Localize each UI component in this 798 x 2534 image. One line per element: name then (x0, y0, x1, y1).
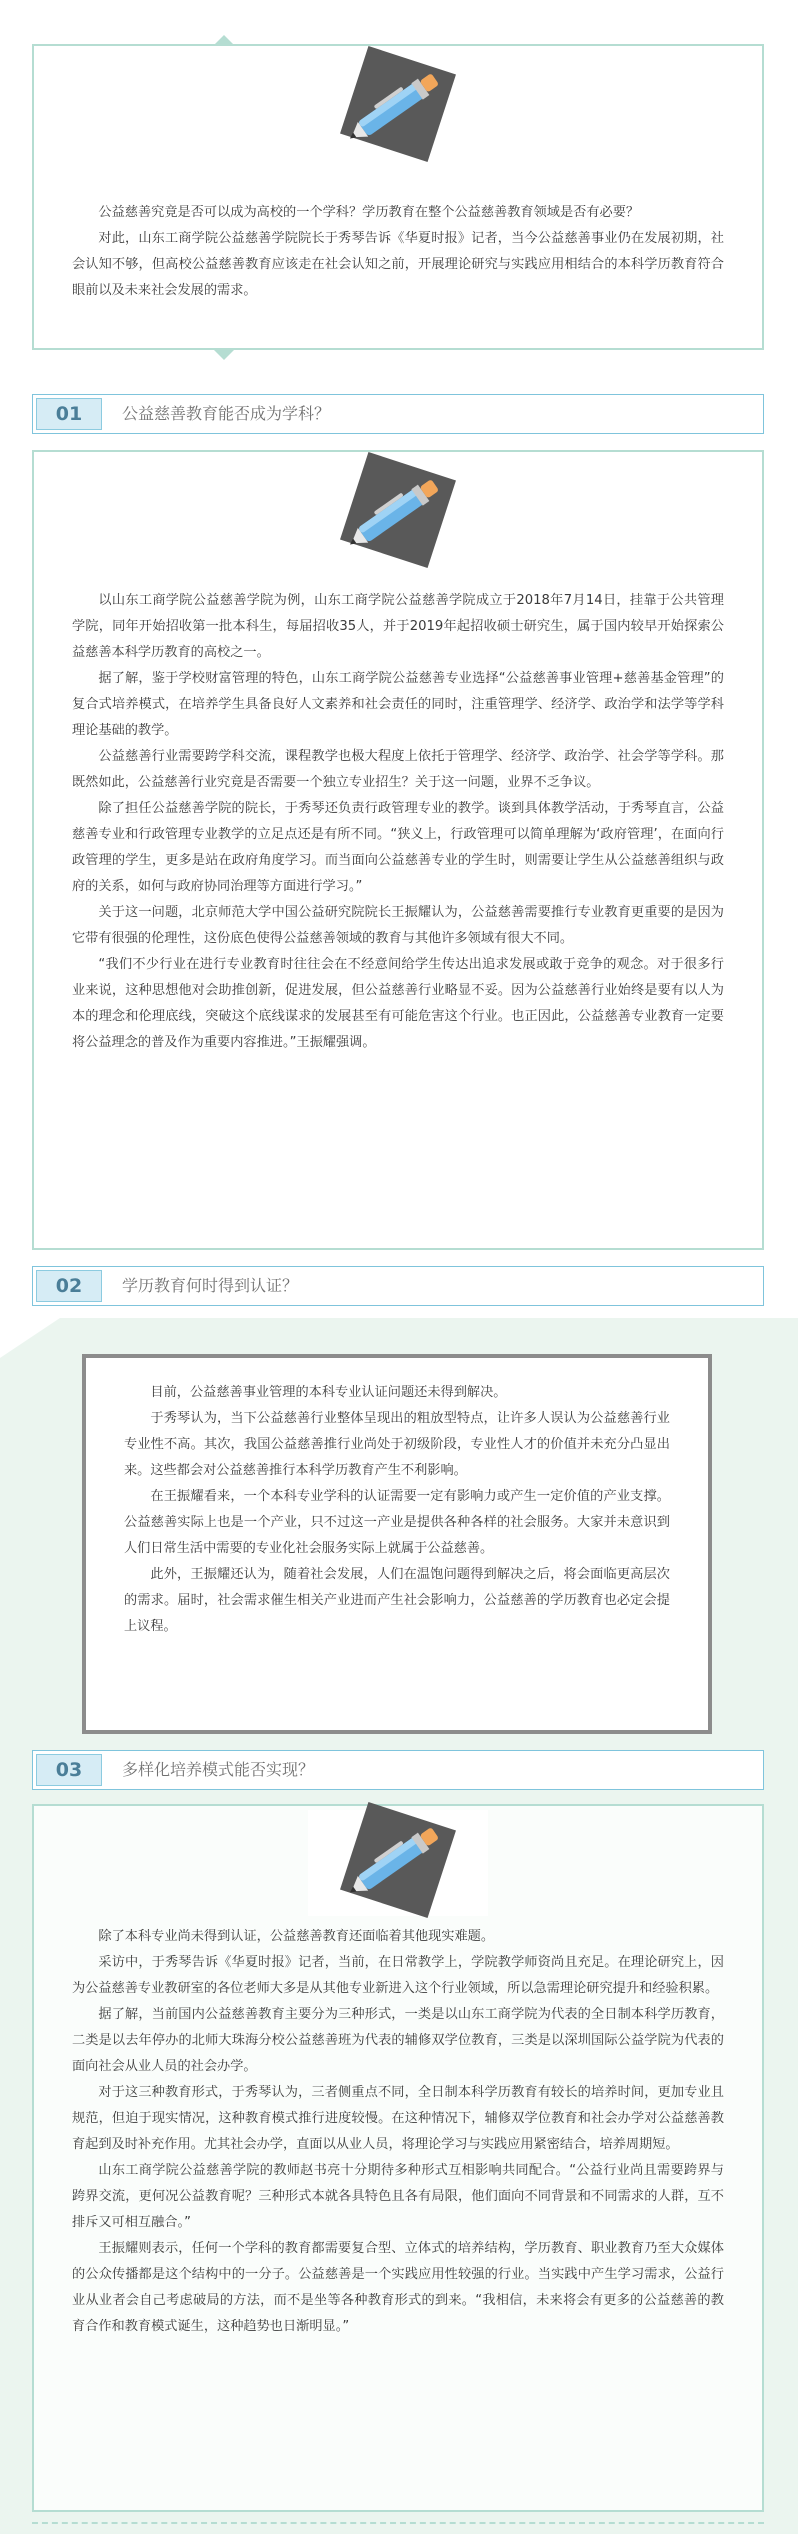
intro-notch-top (214, 35, 234, 45)
pen-image (338, 460, 458, 570)
intro-notch-bottom (214, 350, 234, 360)
body-paragraph: “我们不少行业在进行专业教育时往往会在不经意间给学生传达出追求发展或敢于竞争的观念。对于很多行业来说，这种思想他对会助推创新，促进发展，但公益慈善行业略显不妥。因为公益慈善行业始终是要有以人为本的理念和伦理底线，突破这个底线谋求的发展甚至有可能危害这个行业。也正因此，公益慈善专业教育一定要将公益理念的普及作为重要内容推进。”王振耀强调。 (72, 957, 724, 1050)
section-03-box (32, 1804, 764, 2512)
body-paragraph: 在王振耀看来，一个本科专业学科的认证需要一定有影响力或产生一定价值的产业支撑。公益慈善实际上也是一个产业，只不过这一产业是提供各种各样的社会服务。大家并未意识到人们日常生活中需要的专业化社会服务实际上就属于公益慈善。 (124, 1489, 670, 1556)
section-01-header (32, 386, 764, 440)
body-paragraph: 对于这三种教育形式，于秀琴认为，三者侧重点不同，全日制本科学历教育有较长的培养时间，更加专业且规范，但迫于现实情况，这种教育模式推行进度较慢。在这种情况下，辅修双学位教育和社会办学对公益慈善教育起到及时补充作用。尤其社会办学，直面以从业人员，将理论学习与实践应用紧密结合，培养周期短。 (72, 2085, 724, 2152)
body-paragraph: 除了本科专业尚未得到认证，公益慈善教育还面临着其他现实难题。 (98, 1929, 495, 1944)
intro-paragraph: 对此，山东工商学院公益慈善学院院长于秀琴告诉《华夏时报》记者，当今公益慈善事业仍在发展初期，社会认知不够，但高校公益慈善教育应该走在社会认知之前，开展理论研究与实践应用相结合的本科学历教育符合眼前以及未来社会发展的需求。 (72, 231, 724, 298)
body-paragraph: 此外，王振耀还认为，随着社会发展，人们在温饱问题得到解决之后，将会面临更高层次的需求。届时，社会需求催生相关产业进而产生社会影响力，公益慈善的学历教育也必定会提上议程。 (124, 1567, 670, 1634)
section-title: 多样化培养模式能否实现？ (122, 1760, 315, 1779)
body-paragraph: 除了担任公益慈善学院的院长，于秀琴还负责行政管理专业的教学。谈到具体教学活动，于秀琴直言，公益慈善专业和行政管理专业教学的立足点还是有所不同。“狭义上，行政管理可以简单理解为‘政府管理’，在面向行政管理的学生，更多是站在政府角度学习。而当面向公益慈善专业的学生时，则需要让学生从公益慈善组织与政府的关系，如何与政府协同治理等方面进行学习。” (72, 801, 724, 894)
section-number: 02 (36, 1270, 102, 1302)
body-paragraph: 山东工商学院公益慈善学院的教师赵书亮十分期待多种形式互相影响共同配合。“公益行业尚且需要跨界与跨界交流，更何况公益教育呢？三种形式本就各具特色且各有局限，他们面向不同背景和不同需求的人群，互不排斥又可相互融合。” (72, 2163, 724, 2230)
body-paragraph: 以山东工商学院公益慈善学院为例，山东工商学院公益慈善学院成立于2018年7月14日，挂靠于公共管理学院，同年开始招收第一批本科生，每届招收35人，并于2019年起招收硕士研究生，属于国内较早开始探索公益慈善本科学历教育的高校之一。 (72, 593, 724, 660)
pen-image (338, 54, 458, 164)
body-paragraph: 采访中，于秀琴告诉《华夏时报》记者，当前，在日常教学上，学院教学师资尚且充足。在理论研究上，因为公益慈善专业教研室的各位老师大多是从其他专业新进入这个行业领域，所以急需理论研究提升和经验积累。 (72, 1955, 724, 1996)
section-03-text (72, 1924, 724, 2340)
body-paragraph: 公益慈善行业需要跨学科交流，课程教学也极大程度上依托于管理学、经济学、政治学、社会学等学科。那既然如此，公益慈善行业究竟是否需要一个独立专业招生？关于这一问题，业界不乏争议。 (72, 749, 724, 790)
pen-icon (338, 460, 458, 570)
pen-icon (338, 54, 458, 164)
body-paragraph: 据了解，鉴于学校财富管理的特色，山东工商学院公益慈善专业选择“公益慈善事业管理+慈善基金管理”的复合式培养模式，在培养学生具备良好人文素养和社会责任的同时，注重管理学、经济学、政治学和法学等学科理论基础的教学。 (72, 671, 724, 738)
body-paragraph: 关于这一问题，北京师范大学中国公益研究院院长王振耀认为，公益慈善需要推行专业教育更重要的是因为它带有很强的伦理性，这份底色使得公益慈善领域的教育与其他许多领域有很大不同。 (72, 905, 724, 946)
section-title: 公益慈善教育能否成为学科？ (122, 404, 331, 423)
panel-corner-decoration (0, 1318, 60, 1358)
section-03-header (32, 1742, 764, 1796)
section-number: 01 (36, 398, 102, 430)
section-02-text (124, 1380, 670, 1640)
body-paragraph: 王振耀则表示，任何一个学科的教育都需要复合型、立体式的培养结构，学历教育、职业教育乃至大众媒体的公众传播都是这个结构中的一分子。公益慈善是一个实践应用性较强的行业。当实践中产生学习需求，公益行业从业者会自己考虑破局的方法，而不是坐等各种教育形式的到来。“我相信，未来将会有更多的公益慈善的教育合作和教育模式诞生，这种趋势也日渐明显。” (72, 2241, 724, 2334)
bottom-dashed-line (32, 2522, 764, 2524)
section-01-text (72, 588, 724, 1056)
body-paragraph: 于秀琴认为，当下公益慈善行业整体呈现出的粗放型特点，让许多人误认为公益慈善行业专业性不高。其次，我国公益慈善推行业尚处于初级阶段，专业性人才的价值并未充分凸显出来。这些都会对公益慈善推行本科学历教育产生不利影响。 (124, 1411, 670, 1478)
intro-paragraph: 公益慈善究竟是否可以成为高校的一个学科？学历教育在整个公益慈善教育领域是否有必要？ (98, 205, 640, 220)
section-02-box (82, 1354, 712, 1734)
body-paragraph: 目前，公益慈善事业管理的本科专业认证问题还未得到解决。 (150, 1385, 507, 1400)
section-title: 学历教育何时得到认证？ (122, 1276, 299, 1295)
pen-image (308, 1810, 488, 1916)
section-02-header (32, 1258, 764, 1312)
intro-box (32, 44, 764, 350)
section-number: 03 (36, 1754, 102, 1786)
section-01-box (32, 450, 764, 1250)
body-paragraph: 据了解，当前国内公益慈善教育主要分为三种形式，一类是以山东工商学院为代表的全日制本科学历教育，二类是以去年停办的北师大珠海分校公益慈善班为代表的辅修双学位教育，三类是以深圳国际公益学院为代表的面向社会从业人员的社会办学。 (72, 2007, 724, 2074)
intro-text (72, 200, 724, 304)
pen-icon (308, 1810, 488, 1916)
